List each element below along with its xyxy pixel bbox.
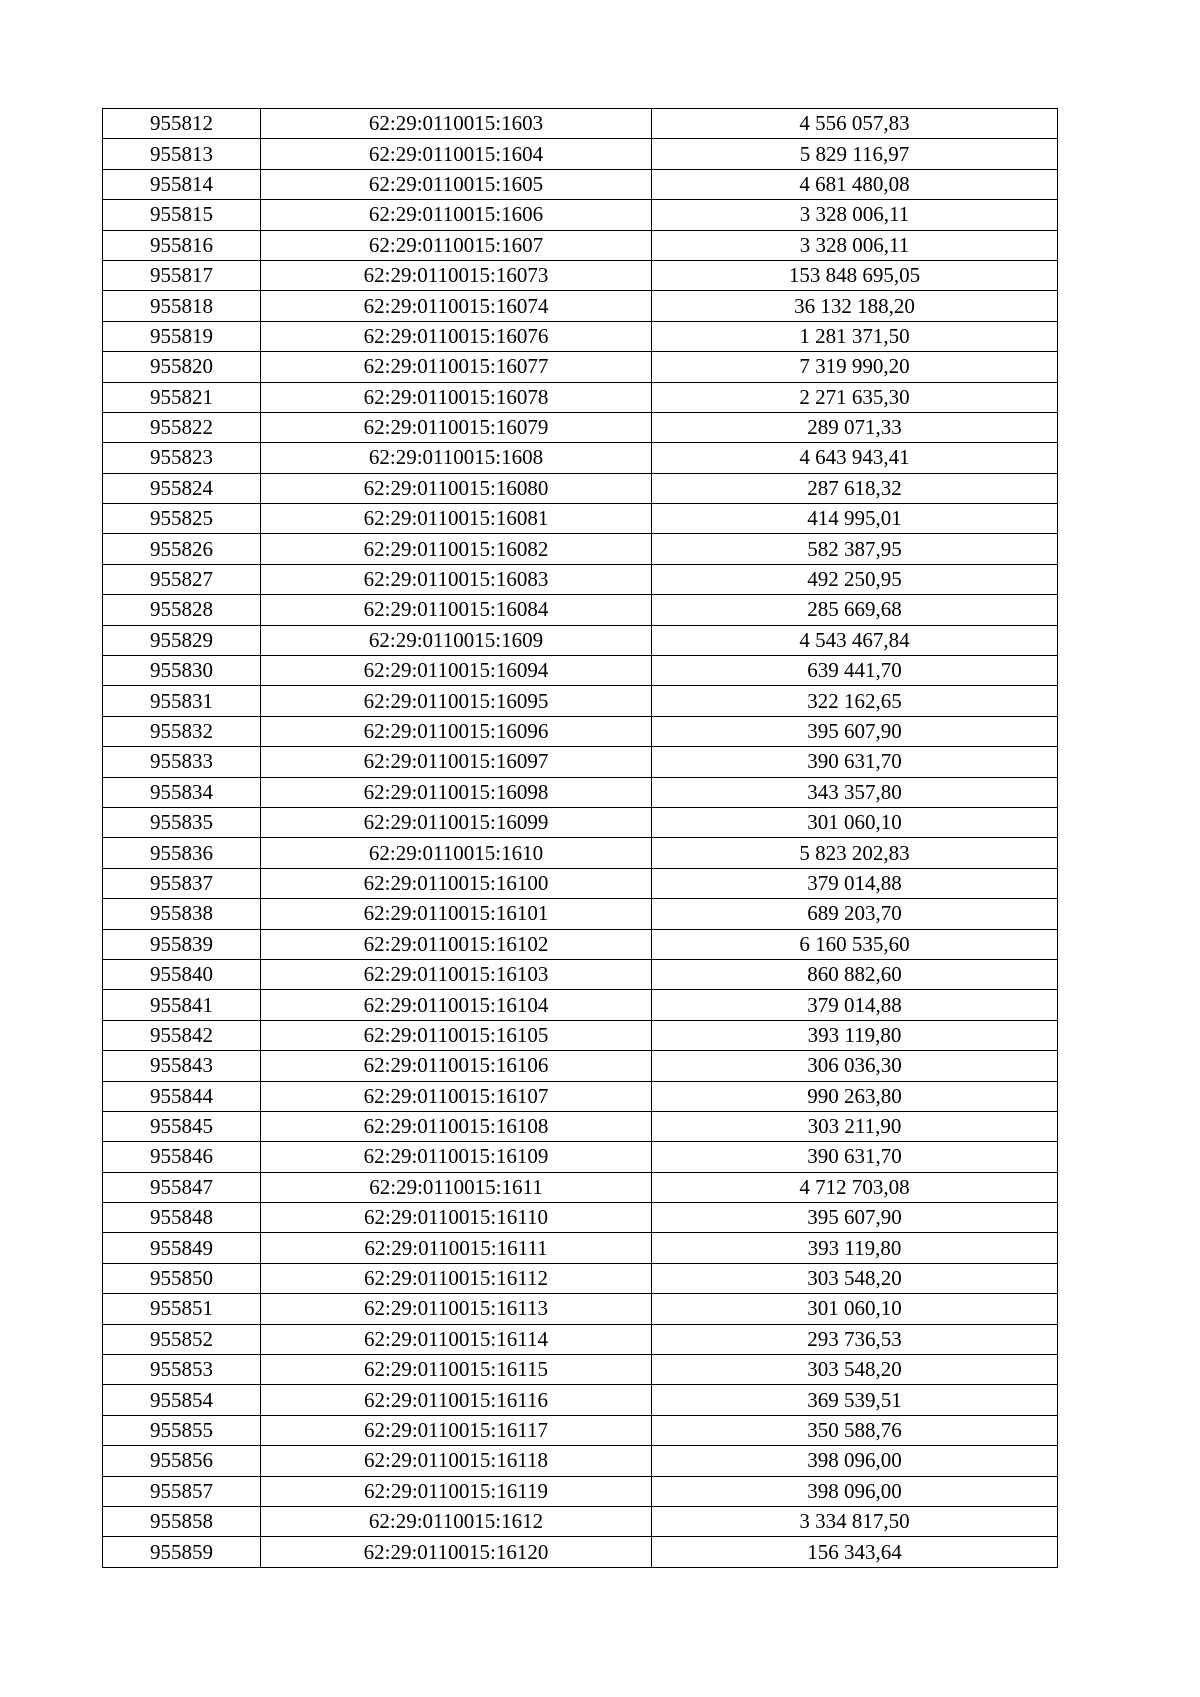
cadastral-number-cell: 62:29:0110015:16117 bbox=[261, 1415, 652, 1445]
table-row bbox=[103, 443, 1058, 473]
cadastral-number-cell: 62:29:0110015:16114 bbox=[261, 1324, 652, 1354]
table-row bbox=[103, 1142, 1058, 1172]
row-number-cell: 955844 bbox=[103, 1081, 261, 1111]
row-number-cell: 955859 bbox=[103, 1537, 261, 1567]
table-row bbox=[103, 321, 1058, 351]
cadastral-value-cell: 285 669,68 bbox=[652, 595, 1058, 625]
cadastral-value-cell: 153 848 695,05 bbox=[652, 260, 1058, 290]
row-number-cell: 955850 bbox=[103, 1263, 261, 1293]
cadastral-value-cell: 390 631,70 bbox=[652, 1142, 1058, 1172]
cadastral-number-cell: 62:29:0110015:1610 bbox=[261, 838, 652, 868]
cadastral-value-cell: 301 060,10 bbox=[652, 807, 1058, 837]
cadastral-value-cell: 395 607,90 bbox=[652, 716, 1058, 746]
table-row bbox=[103, 990, 1058, 1020]
table-row bbox=[103, 169, 1058, 199]
row-number-cell: 955855 bbox=[103, 1415, 261, 1445]
cadastral-number-cell: 62:29:0110015:16111 bbox=[261, 1233, 652, 1263]
cadastral-number-cell: 62:29:0110015:16115 bbox=[261, 1355, 652, 1385]
table-row bbox=[103, 1537, 1058, 1567]
cadastral-number-cell: 62:29:0110015:16112 bbox=[261, 1263, 652, 1293]
cadastral-value-cell: 301 060,10 bbox=[652, 1294, 1058, 1324]
cadastral-number-cell: 62:29:0110015:16106 bbox=[261, 1051, 652, 1081]
cadastral-value-cell: 4 556 057,83 bbox=[652, 109, 1058, 139]
table-row bbox=[103, 1203, 1058, 1233]
table-row bbox=[103, 1476, 1058, 1506]
row-number-cell: 955841 bbox=[103, 990, 261, 1020]
table-row bbox=[103, 412, 1058, 442]
row-number-cell: 955833 bbox=[103, 747, 261, 777]
cadastral-value-cell: 398 096,00 bbox=[652, 1476, 1058, 1506]
cadastral-number-cell: 62:29:0110015:16080 bbox=[261, 473, 652, 503]
row-number-cell: 955823 bbox=[103, 443, 261, 473]
cadastral-number-cell: 62:29:0110015:16107 bbox=[261, 1081, 652, 1111]
row-number-cell: 955842 bbox=[103, 1020, 261, 1050]
cadastral-number-cell: 62:29:0110015:1604 bbox=[261, 139, 652, 169]
row-number-cell: 955815 bbox=[103, 200, 261, 230]
cadastral-value-cell: 306 036,30 bbox=[652, 1051, 1058, 1081]
table-row bbox=[103, 473, 1058, 503]
table-row bbox=[103, 716, 1058, 746]
cadastral-value-cell: 293 736,53 bbox=[652, 1324, 1058, 1354]
cadastral-value-cell: 303 548,20 bbox=[652, 1263, 1058, 1293]
row-number-cell: 955825 bbox=[103, 504, 261, 534]
table-row bbox=[103, 1324, 1058, 1354]
cadastral-number-cell: 62:29:0110015:16103 bbox=[261, 959, 652, 989]
cadastral-number-cell: 62:29:0110015:1606 bbox=[261, 200, 652, 230]
cadastral-value-cell: 393 119,80 bbox=[652, 1020, 1058, 1050]
table-row bbox=[103, 1051, 1058, 1081]
table-row bbox=[103, 352, 1058, 382]
cadastral-value-cell: 322 162,65 bbox=[652, 686, 1058, 716]
cadastral-number-cell: 62:29:0110015:16113 bbox=[261, 1294, 652, 1324]
row-number-cell: 955858 bbox=[103, 1506, 261, 1536]
row-number-cell: 955843 bbox=[103, 1051, 261, 1081]
cadastral-number-cell: 62:29:0110015:16079 bbox=[261, 412, 652, 442]
cadastral-number-cell: 62:29:0110015:16073 bbox=[261, 260, 652, 290]
cadastral-number-cell: 62:29:0110015:16100 bbox=[261, 868, 652, 898]
cadastral-number-cell: 62:29:0110015:16097 bbox=[261, 747, 652, 777]
cadastral-number-cell: 62:29:0110015:1608 bbox=[261, 443, 652, 473]
table-row bbox=[103, 1111, 1058, 1141]
row-number-cell: 955835 bbox=[103, 807, 261, 837]
cadastral-value-cell: 7 319 990,20 bbox=[652, 352, 1058, 382]
row-number-cell: 955819 bbox=[103, 321, 261, 351]
table-row bbox=[103, 1294, 1058, 1324]
cadastral-value-cell: 5 823 202,83 bbox=[652, 838, 1058, 868]
row-number-cell: 955814 bbox=[103, 169, 261, 199]
table-row bbox=[103, 929, 1058, 959]
cadastral-value-cell: 639 441,70 bbox=[652, 656, 1058, 686]
table-row bbox=[103, 1415, 1058, 1445]
cadastral-value-cell: 393 119,80 bbox=[652, 1233, 1058, 1263]
table-row bbox=[103, 1263, 1058, 1293]
cadastral-number-cell: 62:29:0110015:16119 bbox=[261, 1476, 652, 1506]
cadastral-number-cell: 62:29:0110015:16096 bbox=[261, 716, 652, 746]
table-row bbox=[103, 899, 1058, 929]
table-row bbox=[103, 656, 1058, 686]
row-number-cell: 955824 bbox=[103, 473, 261, 503]
table-row bbox=[103, 1081, 1058, 1111]
cadastral-number-cell: 62:29:0110015:16102 bbox=[261, 929, 652, 959]
cadastral-number-cell: 62:29:0110015:16094 bbox=[261, 656, 652, 686]
cadastral-value-cell: 303 548,20 bbox=[652, 1355, 1058, 1385]
cadastral-value-cell: 379 014,88 bbox=[652, 868, 1058, 898]
table-row bbox=[103, 382, 1058, 412]
row-number-cell: 955839 bbox=[103, 929, 261, 959]
table-row bbox=[103, 534, 1058, 564]
cadastral-value-cell: 3 328 006,11 bbox=[652, 230, 1058, 260]
cadastral-value-cell: 492 250,95 bbox=[652, 564, 1058, 594]
row-number-cell: 955826 bbox=[103, 534, 261, 564]
row-number-cell: 955828 bbox=[103, 595, 261, 625]
cadastral-value-table bbox=[102, 108, 1058, 1568]
cadastral-value-cell: 350 588,76 bbox=[652, 1415, 1058, 1445]
table-row bbox=[103, 564, 1058, 594]
row-number-cell: 955848 bbox=[103, 1203, 261, 1233]
table-row bbox=[103, 260, 1058, 290]
cadastral-number-cell: 62:29:0110015:16081 bbox=[261, 504, 652, 534]
row-number-cell: 955812 bbox=[103, 109, 261, 139]
cadastral-number-cell: 62:29:0110015:1611 bbox=[261, 1172, 652, 1202]
cadastral-number-cell: 62:29:0110015:16116 bbox=[261, 1385, 652, 1415]
cadastral-value-cell: 390 631,70 bbox=[652, 747, 1058, 777]
table-row bbox=[103, 838, 1058, 868]
row-number-cell: 955827 bbox=[103, 564, 261, 594]
row-number-cell: 955817 bbox=[103, 260, 261, 290]
cadastral-number-cell: 62:29:0110015:16104 bbox=[261, 990, 652, 1020]
table-row bbox=[103, 1506, 1058, 1536]
table-row bbox=[103, 747, 1058, 777]
cadastral-value-cell: 6 160 535,60 bbox=[652, 929, 1058, 959]
cadastral-value-cell: 414 995,01 bbox=[652, 504, 1058, 534]
table-row bbox=[103, 807, 1058, 837]
cadastral-value-cell: 343 357,80 bbox=[652, 777, 1058, 807]
row-number-cell: 955857 bbox=[103, 1476, 261, 1506]
cadastral-value-cell: 3 334 817,50 bbox=[652, 1506, 1058, 1536]
cadastral-value-cell: 2 271 635,30 bbox=[652, 382, 1058, 412]
row-number-cell: 955851 bbox=[103, 1294, 261, 1324]
row-number-cell: 955854 bbox=[103, 1385, 261, 1415]
cadastral-value-cell: 3 328 006,11 bbox=[652, 200, 1058, 230]
row-number-cell: 955856 bbox=[103, 1446, 261, 1476]
row-number-cell: 955834 bbox=[103, 777, 261, 807]
row-number-cell: 955818 bbox=[103, 291, 261, 321]
cadastral-value-cell: 4 543 467,84 bbox=[652, 625, 1058, 655]
cadastral-value-cell: 4 681 480,08 bbox=[652, 169, 1058, 199]
row-number-cell: 955829 bbox=[103, 625, 261, 655]
cadastral-number-cell: 62:29:0110015:1607 bbox=[261, 230, 652, 260]
table-row bbox=[103, 777, 1058, 807]
table-row bbox=[103, 139, 1058, 169]
table-row bbox=[103, 959, 1058, 989]
cadastral-value-cell: 287 618,32 bbox=[652, 473, 1058, 503]
cadastral-value-cell: 1 281 371,50 bbox=[652, 321, 1058, 351]
cadastral-number-cell: 62:29:0110015:16110 bbox=[261, 1203, 652, 1233]
table-row bbox=[103, 230, 1058, 260]
cadastral-number-cell: 62:29:0110015:16109 bbox=[261, 1142, 652, 1172]
table-row bbox=[103, 868, 1058, 898]
row-number-cell: 955821 bbox=[103, 382, 261, 412]
cadastral-number-cell: 62:29:0110015:1605 bbox=[261, 169, 652, 199]
row-number-cell: 955816 bbox=[103, 230, 261, 260]
row-number-cell: 955813 bbox=[103, 139, 261, 169]
cadastral-number-cell: 62:29:0110015:1612 bbox=[261, 1506, 652, 1536]
row-number-cell: 955847 bbox=[103, 1172, 261, 1202]
cadastral-value-cell: 689 203,70 bbox=[652, 899, 1058, 929]
table-row bbox=[103, 504, 1058, 534]
cadastral-value-cell: 398 096,00 bbox=[652, 1446, 1058, 1476]
cadastral-value-cell: 582 387,95 bbox=[652, 534, 1058, 564]
table-row bbox=[103, 625, 1058, 655]
row-number-cell: 955822 bbox=[103, 412, 261, 442]
cadastral-value-cell: 303 211,90 bbox=[652, 1111, 1058, 1141]
cadastral-value-cell: 395 607,90 bbox=[652, 1203, 1058, 1233]
cadastral-value-cell: 4 643 943,41 bbox=[652, 443, 1058, 473]
row-number-cell: 955830 bbox=[103, 656, 261, 686]
cadastral-value-cell: 860 882,60 bbox=[652, 959, 1058, 989]
table-row bbox=[103, 200, 1058, 230]
cadastral-value-cell: 4 712 703,08 bbox=[652, 1172, 1058, 1202]
row-number-cell: 955853 bbox=[103, 1355, 261, 1385]
cadastral-value-cell: 990 263,80 bbox=[652, 1081, 1058, 1111]
cadastral-number-cell: 62:29:0110015:16074 bbox=[261, 291, 652, 321]
cadastral-value-cell: 369 539,51 bbox=[652, 1385, 1058, 1415]
table-row bbox=[103, 1446, 1058, 1476]
cadastral-number-cell: 62:29:0110015:1609 bbox=[261, 625, 652, 655]
cadastral-value-cell: 379 014,88 bbox=[652, 990, 1058, 1020]
cadastral-number-cell: 62:29:0110015:16108 bbox=[261, 1111, 652, 1141]
row-number-cell: 955836 bbox=[103, 838, 261, 868]
cadastral-number-cell: 62:29:0110015:16099 bbox=[261, 807, 652, 837]
row-number-cell: 955832 bbox=[103, 716, 261, 746]
row-number-cell: 955820 bbox=[103, 352, 261, 382]
cadastral-number-cell: 62:29:0110015:16098 bbox=[261, 777, 652, 807]
row-number-cell: 955846 bbox=[103, 1142, 261, 1172]
cadastral-number-cell: 62:29:0110015:16120 bbox=[261, 1537, 652, 1567]
cadastral-number-cell: 62:29:0110015:1603 bbox=[261, 109, 652, 139]
cadastral-number-cell: 62:29:0110015:16077 bbox=[261, 352, 652, 382]
row-number-cell: 955849 bbox=[103, 1233, 261, 1263]
table-row bbox=[103, 291, 1058, 321]
cadastral-value-cell: 5 829 116,97 bbox=[652, 139, 1058, 169]
row-number-cell: 955838 bbox=[103, 899, 261, 929]
cadastral-number-cell: 62:29:0110015:16118 bbox=[261, 1446, 652, 1476]
table-row bbox=[103, 1172, 1058, 1202]
cadastral-number-cell: 62:29:0110015:16076 bbox=[261, 321, 652, 351]
cadastral-number-cell: 62:29:0110015:16083 bbox=[261, 564, 652, 594]
table-row bbox=[103, 1233, 1058, 1263]
table-row bbox=[103, 1385, 1058, 1415]
table-row bbox=[103, 595, 1058, 625]
table-row bbox=[103, 1355, 1058, 1385]
cadastral-value-cell: 36 132 188,20 bbox=[652, 291, 1058, 321]
table-row bbox=[103, 1020, 1058, 1050]
row-number-cell: 955837 bbox=[103, 868, 261, 898]
table-row bbox=[103, 686, 1058, 716]
row-number-cell: 955840 bbox=[103, 959, 261, 989]
table-row bbox=[103, 109, 1058, 139]
table-body bbox=[103, 109, 1058, 1568]
cadastral-number-cell: 62:29:0110015:16105 bbox=[261, 1020, 652, 1050]
row-number-cell: 955852 bbox=[103, 1324, 261, 1354]
cadastral-number-cell: 62:29:0110015:16101 bbox=[261, 899, 652, 929]
cadastral-number-cell: 62:29:0110015:16084 bbox=[261, 595, 652, 625]
row-number-cell: 955845 bbox=[103, 1111, 261, 1141]
cadastral-number-cell: 62:29:0110015:16095 bbox=[261, 686, 652, 716]
row-number-cell: 955831 bbox=[103, 686, 261, 716]
cadastral-number-cell: 62:29:0110015:16078 bbox=[261, 382, 652, 412]
cadastral-number-cell: 62:29:0110015:16082 bbox=[261, 534, 652, 564]
cadastral-value-cell: 289 071,33 bbox=[652, 412, 1058, 442]
cadastral-value-cell: 156 343,64 bbox=[652, 1537, 1058, 1567]
